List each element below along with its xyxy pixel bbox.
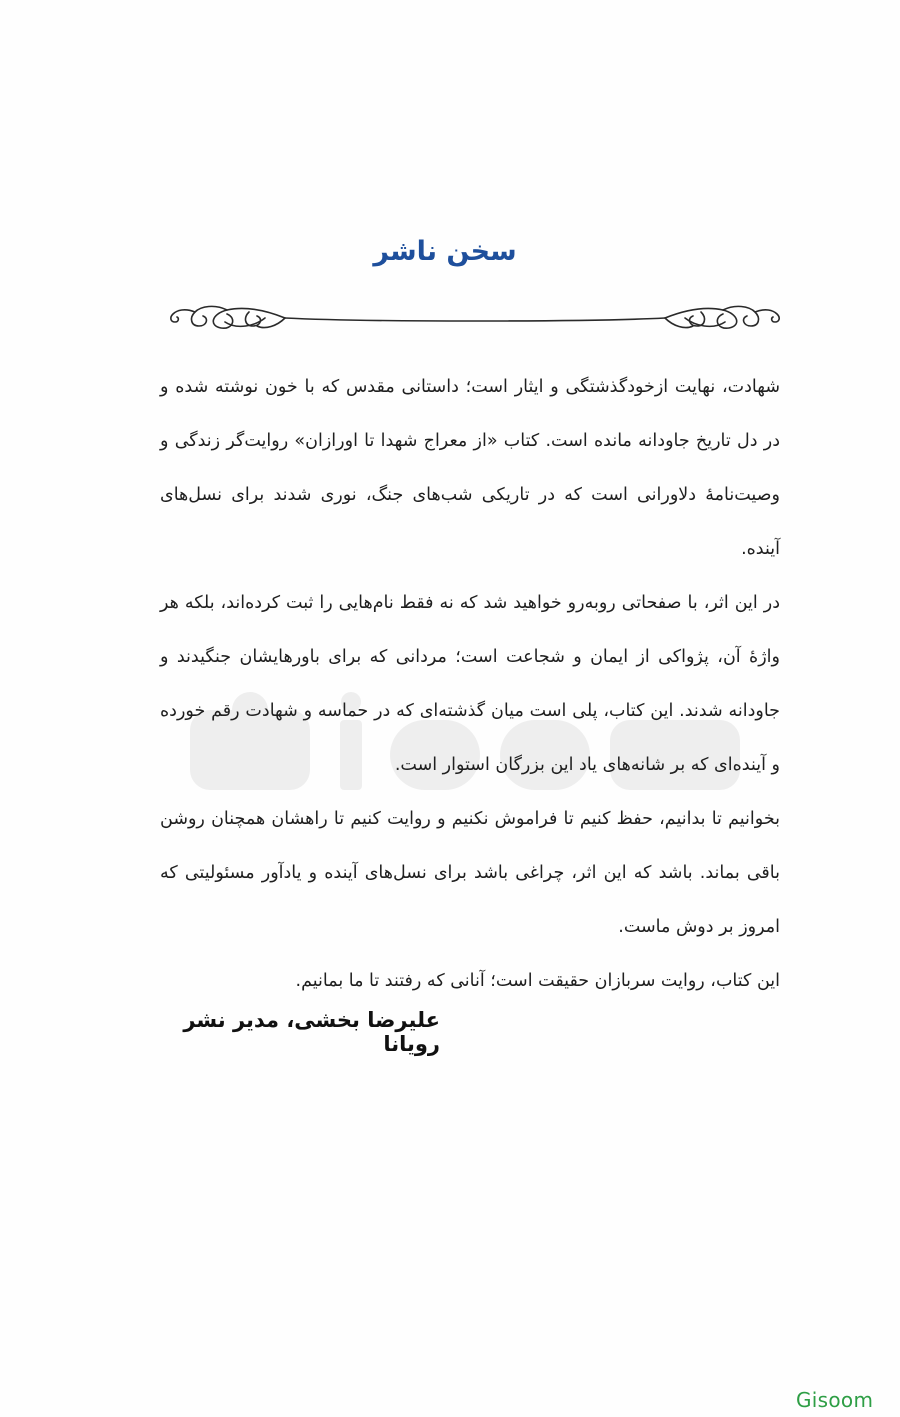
logo-text: Gisoom bbox=[796, 1388, 874, 1412]
paragraph-1: شهادت، نهایت ازخودگذشتگی و ایثار است؛ داستانی مقدس که با خون نوشته شده و در دل تاریخ جاودانه مانده است. کتاب «از معراج شهدا تا اورازان» روایت‌گر زندگی و وصیت‌نامهٔ دلاورانی است که در تاریکی شب‌های جنگ، نوری شدند برای نسل‌های آینده. bbox=[160, 377, 780, 559]
publisher-note-body bbox=[160, 360, 780, 1008]
paragraph-4: این کتاب، روایت سربازان حقیقت است؛ آنانی که رفتند تا ما بمانیم. bbox=[295, 971, 780, 991]
paragraph-3: بخوانیم تا بدانیم، حفظ کنیم تا فراموش نکنیم و روایت کنیم تا راهشان همچنان روشن باقی بماند. باشد که این اثر، چراغی باشد برای نسل‌های آینده و یادآور مسئولیتی که امروز بر دوش ماست. bbox=[160, 809, 780, 937]
paragraph-2: در این اثر، با صفحاتی روبه‌رو خواهید شد که نه فقط نام‌هایی را ثبت کرده‌اند، بلکه هر واژهٔ آن، پژواکی از ایمان و شجاعت است؛ مردانی که برای باورهایشان جنگیدند و جاودانه شدند. این کتاب، پلی است میان گذشته‌ای که در حماسه و شهادت رقم خورده و آینده‌ای که بر شانه‌های یاد این بزرگان استوار است. bbox=[160, 593, 780, 775]
gisoom-logo bbox=[796, 1388, 873, 1412]
page-title: سخن ناشر bbox=[373, 236, 517, 267]
decorative-divider-icon bbox=[165, 296, 785, 336]
page-title-container bbox=[0, 236, 900, 267]
signature: علیرضا بخشی، مدیر نشر رویانا bbox=[183, 1008, 440, 1056]
